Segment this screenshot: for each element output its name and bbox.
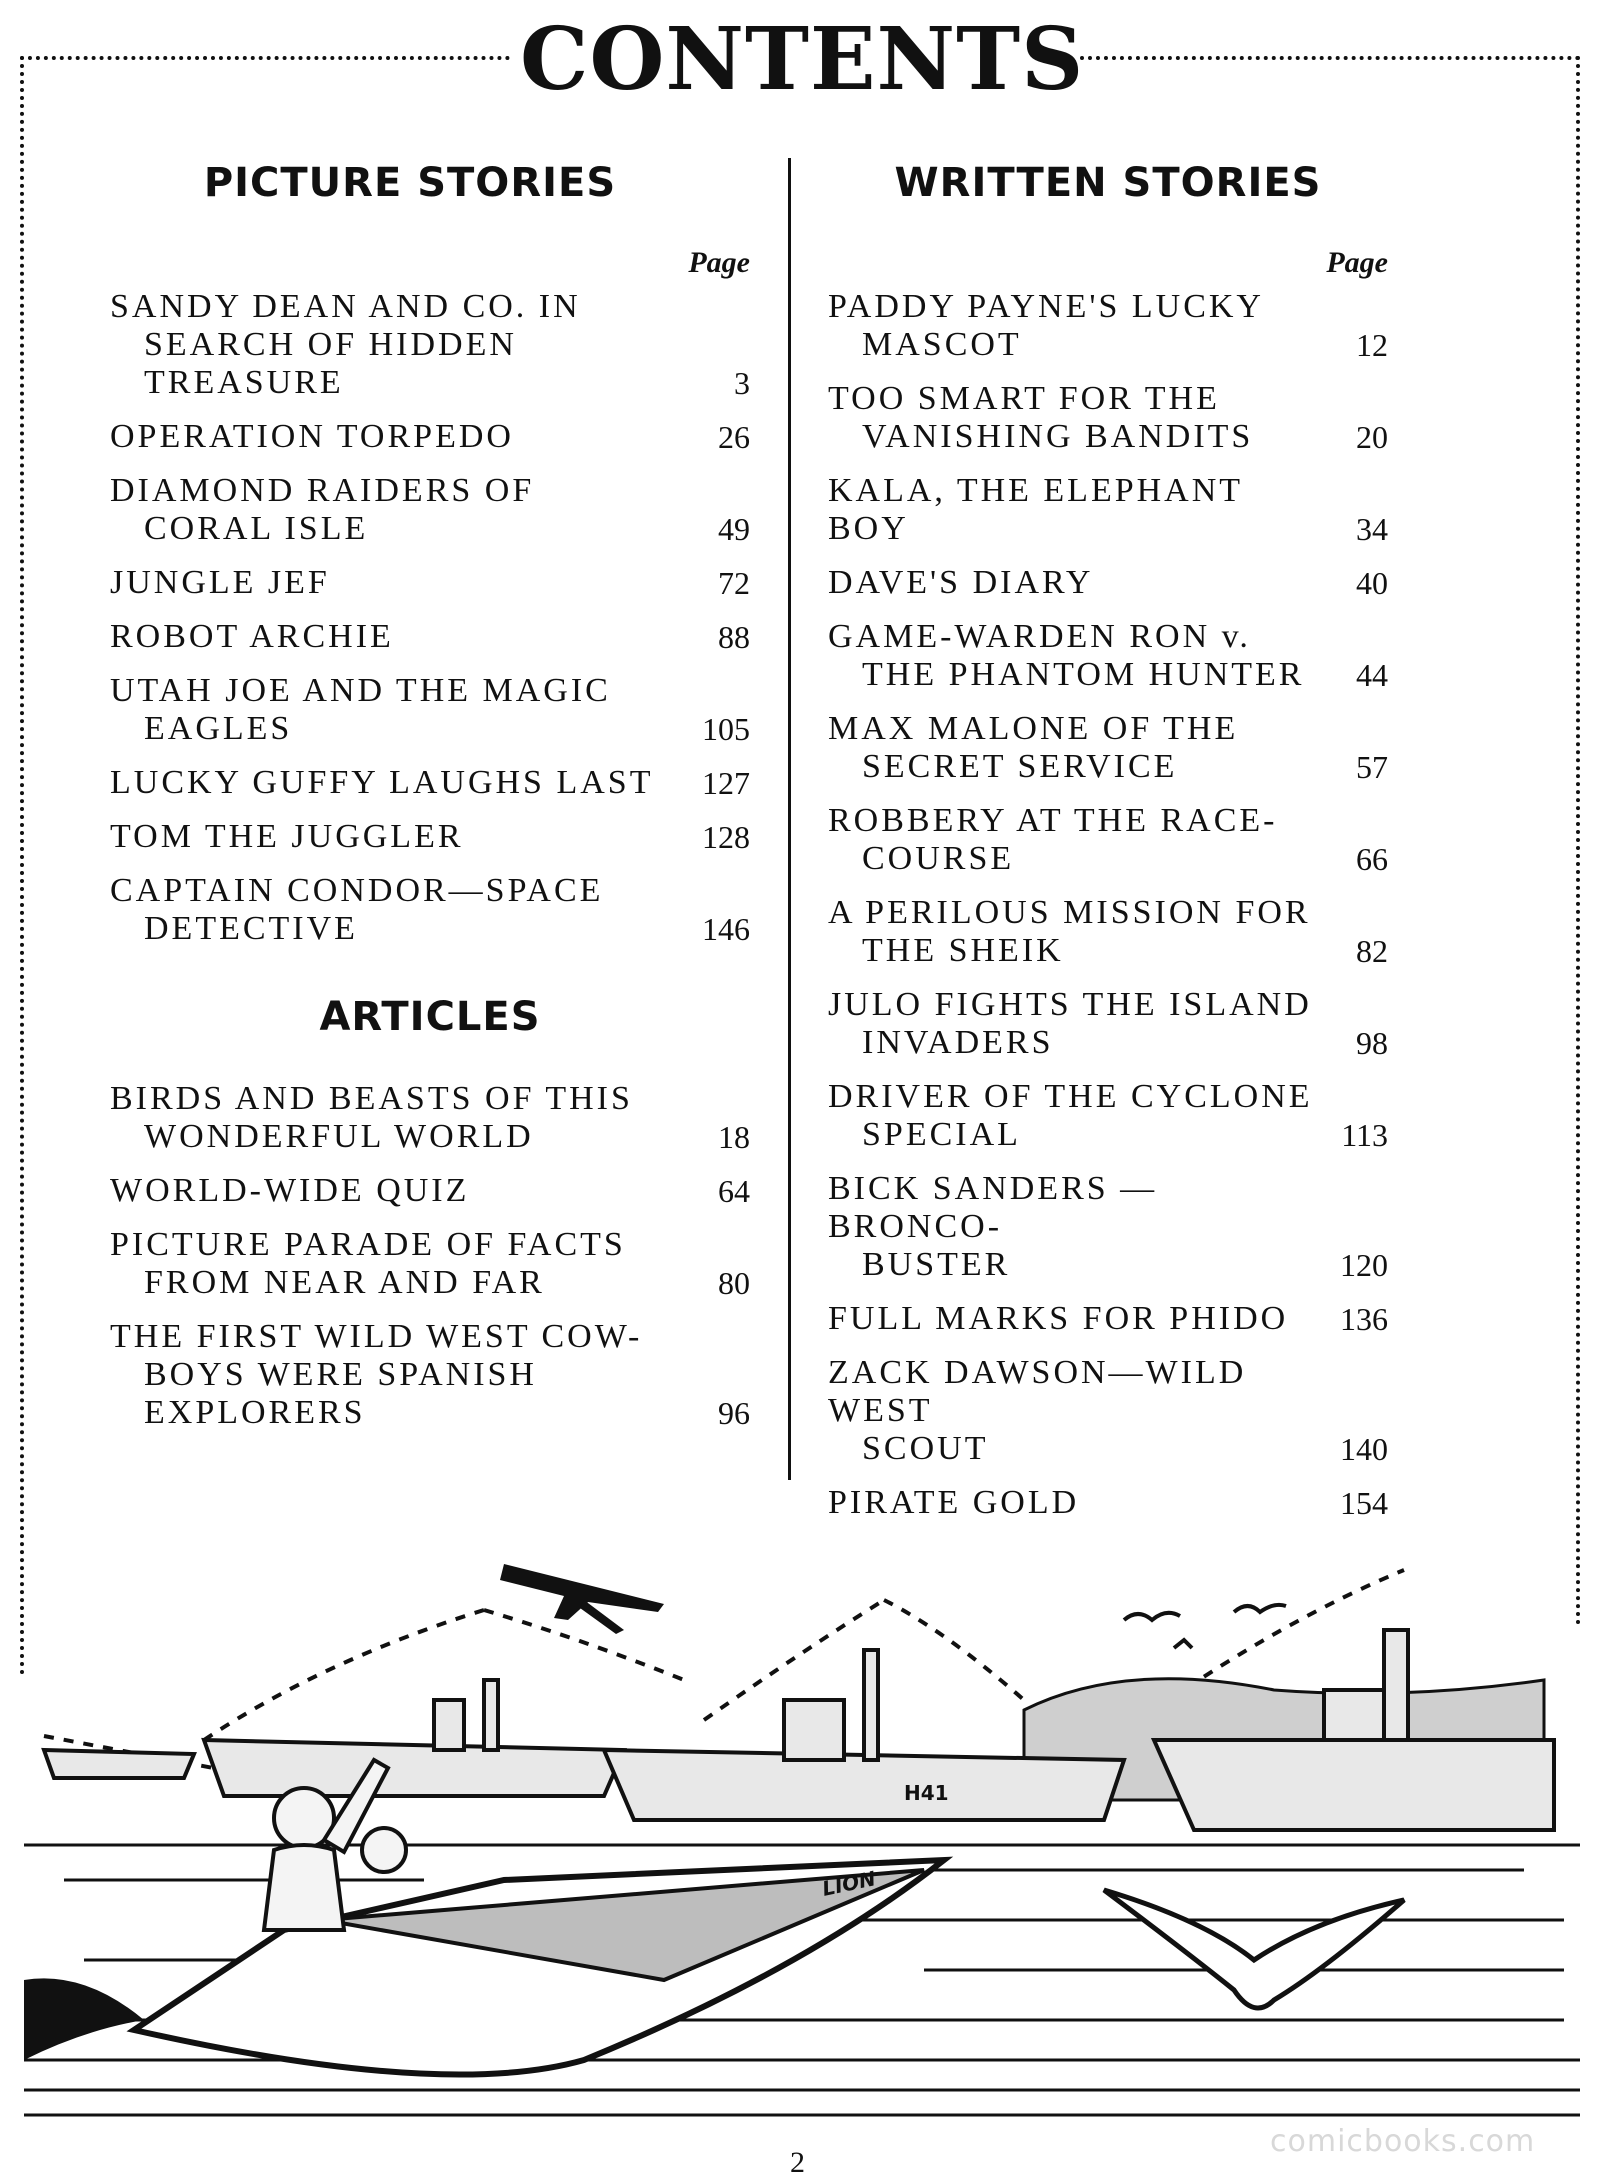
entry-page-number: 82 xyxy=(1356,933,1388,969)
entry-page-number: 146 xyxy=(702,911,750,947)
entry-title-line: FULL MARKS FOR PHIDO xyxy=(828,1300,1289,1337)
warships xyxy=(44,1630,1554,1830)
entry-title xyxy=(110,672,680,748)
watermark: comicbooks.com xyxy=(1270,2124,1536,2159)
entry-page-number: 120 xyxy=(1340,1247,1388,1283)
contents-entry xyxy=(110,1080,750,1156)
entry-title-line: BUSTER xyxy=(862,1246,1011,1283)
entry-title xyxy=(110,288,680,402)
contents-entry xyxy=(828,1300,1388,1338)
entry-title-line: TOM THE JUGGLER xyxy=(110,818,464,855)
entry-page-number: 34 xyxy=(1356,511,1388,547)
entry-title-line: ROBBERY AT THE RACE- xyxy=(828,802,1278,839)
entry-title-line: SEARCH OF HIDDEN xyxy=(144,326,517,363)
entry-page-number: 127 xyxy=(702,765,750,801)
entry-page-number: 3 xyxy=(734,365,750,401)
entry-title-line: PICTURE PARADE OF FACTS xyxy=(110,1226,626,1263)
picture-stories-list xyxy=(110,288,750,948)
entry-page-number: 72 xyxy=(718,565,750,601)
entry-title-line: KALA, THE ELEPHANT BOY xyxy=(828,472,1243,547)
entry-title-line: SECRET SERVICE xyxy=(862,748,1178,785)
entry-title xyxy=(828,1170,1318,1284)
contents-entry xyxy=(828,1078,1388,1154)
entry-title xyxy=(110,472,680,548)
entry-title xyxy=(828,564,1318,602)
entry-title-line: WORLD-WIDE QUIZ xyxy=(110,1172,470,1209)
entry-title-line: TOO SMART FOR THE xyxy=(828,380,1220,417)
entry-title-line: CAPTAIN CONDOR—SPACE xyxy=(110,872,604,909)
entry-page-number: 26 xyxy=(718,419,750,455)
entry-page-number: 136 xyxy=(1340,1301,1388,1337)
contents-entry xyxy=(828,564,1388,602)
contents-entry xyxy=(828,894,1388,970)
entry-title xyxy=(828,1078,1318,1154)
entry-title-line: THE PHANTOM HUNTER xyxy=(862,656,1305,693)
entry-page-number: 113 xyxy=(1341,1117,1388,1153)
picture-stories-heading: PICTURE STORIES xyxy=(203,160,617,206)
entry-page-number: 66 xyxy=(1356,841,1388,877)
contents-entry xyxy=(110,1226,750,1302)
entry-title-line: DIAMOND RAIDERS OF xyxy=(110,472,535,509)
contents-entry xyxy=(110,288,750,402)
entry-page-number: 128 xyxy=(702,819,750,855)
entry-title xyxy=(828,802,1318,878)
contents-entry xyxy=(828,986,1388,1062)
entry-title-line: CORAL ISLE xyxy=(144,510,369,547)
entry-page-number: 140 xyxy=(1340,1431,1388,1467)
entry-title-line: OPERATION TORPEDO xyxy=(110,418,514,455)
contents-entry xyxy=(828,288,1388,364)
entry-title xyxy=(110,618,680,656)
entry-page-number: 64 xyxy=(718,1173,750,1209)
contents-entry xyxy=(110,564,750,602)
contents-entry xyxy=(828,618,1388,694)
boat-wake xyxy=(24,1978,144,2060)
entry-title-line: MASCOT xyxy=(862,326,1022,363)
contents-entry xyxy=(110,818,750,856)
contents-entry xyxy=(110,418,750,456)
page-folio: 2 xyxy=(790,2146,805,2179)
entry-title-line: LUCKY GUFFY LAUGHS LAST xyxy=(110,764,654,801)
entry-title-line: ROBOT ARCHIE xyxy=(110,618,394,655)
entry-title-line: EXPLORERS xyxy=(144,1394,366,1431)
entry-title-line: BOYS WERE SPANISH xyxy=(144,1356,537,1393)
contents-entry xyxy=(110,1172,750,1210)
entry-title-line: BIRDS AND BEASTS OF THIS xyxy=(110,1080,633,1117)
entry-page-number: 88 xyxy=(718,619,750,655)
entry-title-line: SANDY DEAN AND CO. IN xyxy=(110,288,581,325)
entry-title-line: BICK SANDERS — BRONCO- xyxy=(828,1170,1158,1245)
entry-title xyxy=(828,288,1318,364)
entry-title xyxy=(110,418,680,456)
entry-title-line: COURSE xyxy=(862,840,1015,877)
entry-title-line: A PERILOUS MISSION FOR xyxy=(828,894,1311,931)
entry-page-number: 154 xyxy=(1340,1485,1388,1521)
entry-page-number: 98 xyxy=(1356,1025,1388,1061)
entry-page-number: 40 xyxy=(1356,565,1388,601)
entry-page-number: 44 xyxy=(1356,657,1388,693)
dotted-frame-right xyxy=(1576,56,1580,1626)
entry-title-line: THE FIRST WILD WEST COW- xyxy=(110,1318,643,1355)
entry-title xyxy=(110,764,680,802)
entry-page-number: 57 xyxy=(1356,749,1388,785)
articles-list xyxy=(110,1080,750,1432)
entry-page-number: 18 xyxy=(718,1119,750,1155)
seagull xyxy=(1104,1890,1404,2008)
entry-title-line: DRIVER OF THE CYCLONE xyxy=(828,1078,1313,1115)
entry-page-number: 80 xyxy=(718,1265,750,1301)
entry-title-line: EAGLES xyxy=(144,710,293,747)
contents-entry xyxy=(110,672,750,748)
entry-page-number: 105 xyxy=(702,711,750,747)
contents-entry xyxy=(828,710,1388,786)
articles-section xyxy=(110,994,750,1432)
contents-entry xyxy=(828,1170,1388,1284)
entry-title xyxy=(828,986,1318,1062)
contents-entry xyxy=(828,1354,1388,1468)
dotted-frame-top-left xyxy=(20,56,510,60)
page-column-label: Page xyxy=(1326,246,1388,279)
written-stories-list xyxy=(828,288,1388,1522)
contents-entry xyxy=(828,802,1388,878)
entry-title xyxy=(110,1172,680,1210)
entry-title-line: INVADERS xyxy=(862,1024,1054,1061)
entry-title xyxy=(110,1080,680,1156)
entry-title-line: SPECIAL xyxy=(862,1116,1021,1153)
entry-title-line: PADDY PAYNE'S LUCKY xyxy=(828,288,1264,325)
entry-title xyxy=(828,1354,1318,1468)
entry-title-line: TREASURE xyxy=(144,364,344,401)
column-divider xyxy=(788,158,791,1480)
speedboat xyxy=(134,1860,944,2075)
entry-title xyxy=(110,1226,680,1302)
entry-title-line: FROM NEAR AND FAR xyxy=(144,1264,545,1301)
entry-title-line: SCOUT xyxy=(862,1430,989,1467)
dotted-frame-left xyxy=(20,56,24,1676)
entry-page-number: 12 xyxy=(1356,327,1388,363)
entry-title xyxy=(110,1318,680,1432)
contents-entry xyxy=(110,1318,750,1432)
entry-title xyxy=(828,472,1318,548)
dotted-frame-top-right xyxy=(1080,56,1580,60)
contents-entry xyxy=(110,872,750,948)
entry-title xyxy=(110,872,680,948)
entry-title-line: JULO FIGHTS THE ISLAND xyxy=(828,986,1312,1023)
harbour-speedboat-illustration xyxy=(24,1500,1580,2140)
contents-entry xyxy=(110,764,750,802)
entry-title-line: JUNGLE JEF xyxy=(110,564,330,601)
contents-entry xyxy=(828,472,1388,548)
right-column xyxy=(828,160,1388,1538)
page-column-label: Page xyxy=(688,246,750,279)
entry-title xyxy=(828,710,1318,786)
entry-title-line: PIRATE GOLD xyxy=(828,1484,1080,1521)
contents-entry xyxy=(828,380,1388,456)
entry-title xyxy=(828,380,1318,456)
entry-title xyxy=(828,618,1318,694)
contents-entry xyxy=(110,618,750,656)
entry-title-line: VANISHING BANDITS xyxy=(862,418,1254,455)
written-stories-heading: WRITTEN STORIES xyxy=(894,160,1322,206)
articles-heading: ARTICLES xyxy=(319,994,541,1040)
entry-title xyxy=(828,894,1318,970)
entry-title-line: MAX MALONE OF THE xyxy=(828,710,1239,747)
entry-page-number: 20 xyxy=(1356,419,1388,455)
entry-page-number: 49 xyxy=(718,511,750,547)
entry-title-line: UTAH JOE AND THE MAGIC xyxy=(110,672,611,709)
page-title: CONTENTS xyxy=(520,9,1085,110)
entry-title xyxy=(110,564,680,602)
boat-name-label: LION xyxy=(820,1866,878,1901)
entry-title-line: DETECTIVE xyxy=(144,910,358,947)
entry-title-line: WONDERFUL WORLD xyxy=(144,1118,534,1155)
contents-entry xyxy=(110,472,750,548)
entry-title xyxy=(828,1300,1318,1338)
left-column xyxy=(110,160,750,1448)
entry-title-line: DAVE'S DIARY xyxy=(828,564,1094,601)
entry-title-line: GAME-WARDEN RON v. xyxy=(828,618,1251,655)
entry-title-line: THE SHEIK xyxy=(862,932,1064,969)
entry-title xyxy=(110,818,680,856)
ship-number-label: H41 xyxy=(904,1781,949,1805)
entry-title-line: ZACK DAWSON—WILD WEST xyxy=(828,1354,1247,1429)
entry-page-number: 96 xyxy=(718,1395,750,1431)
